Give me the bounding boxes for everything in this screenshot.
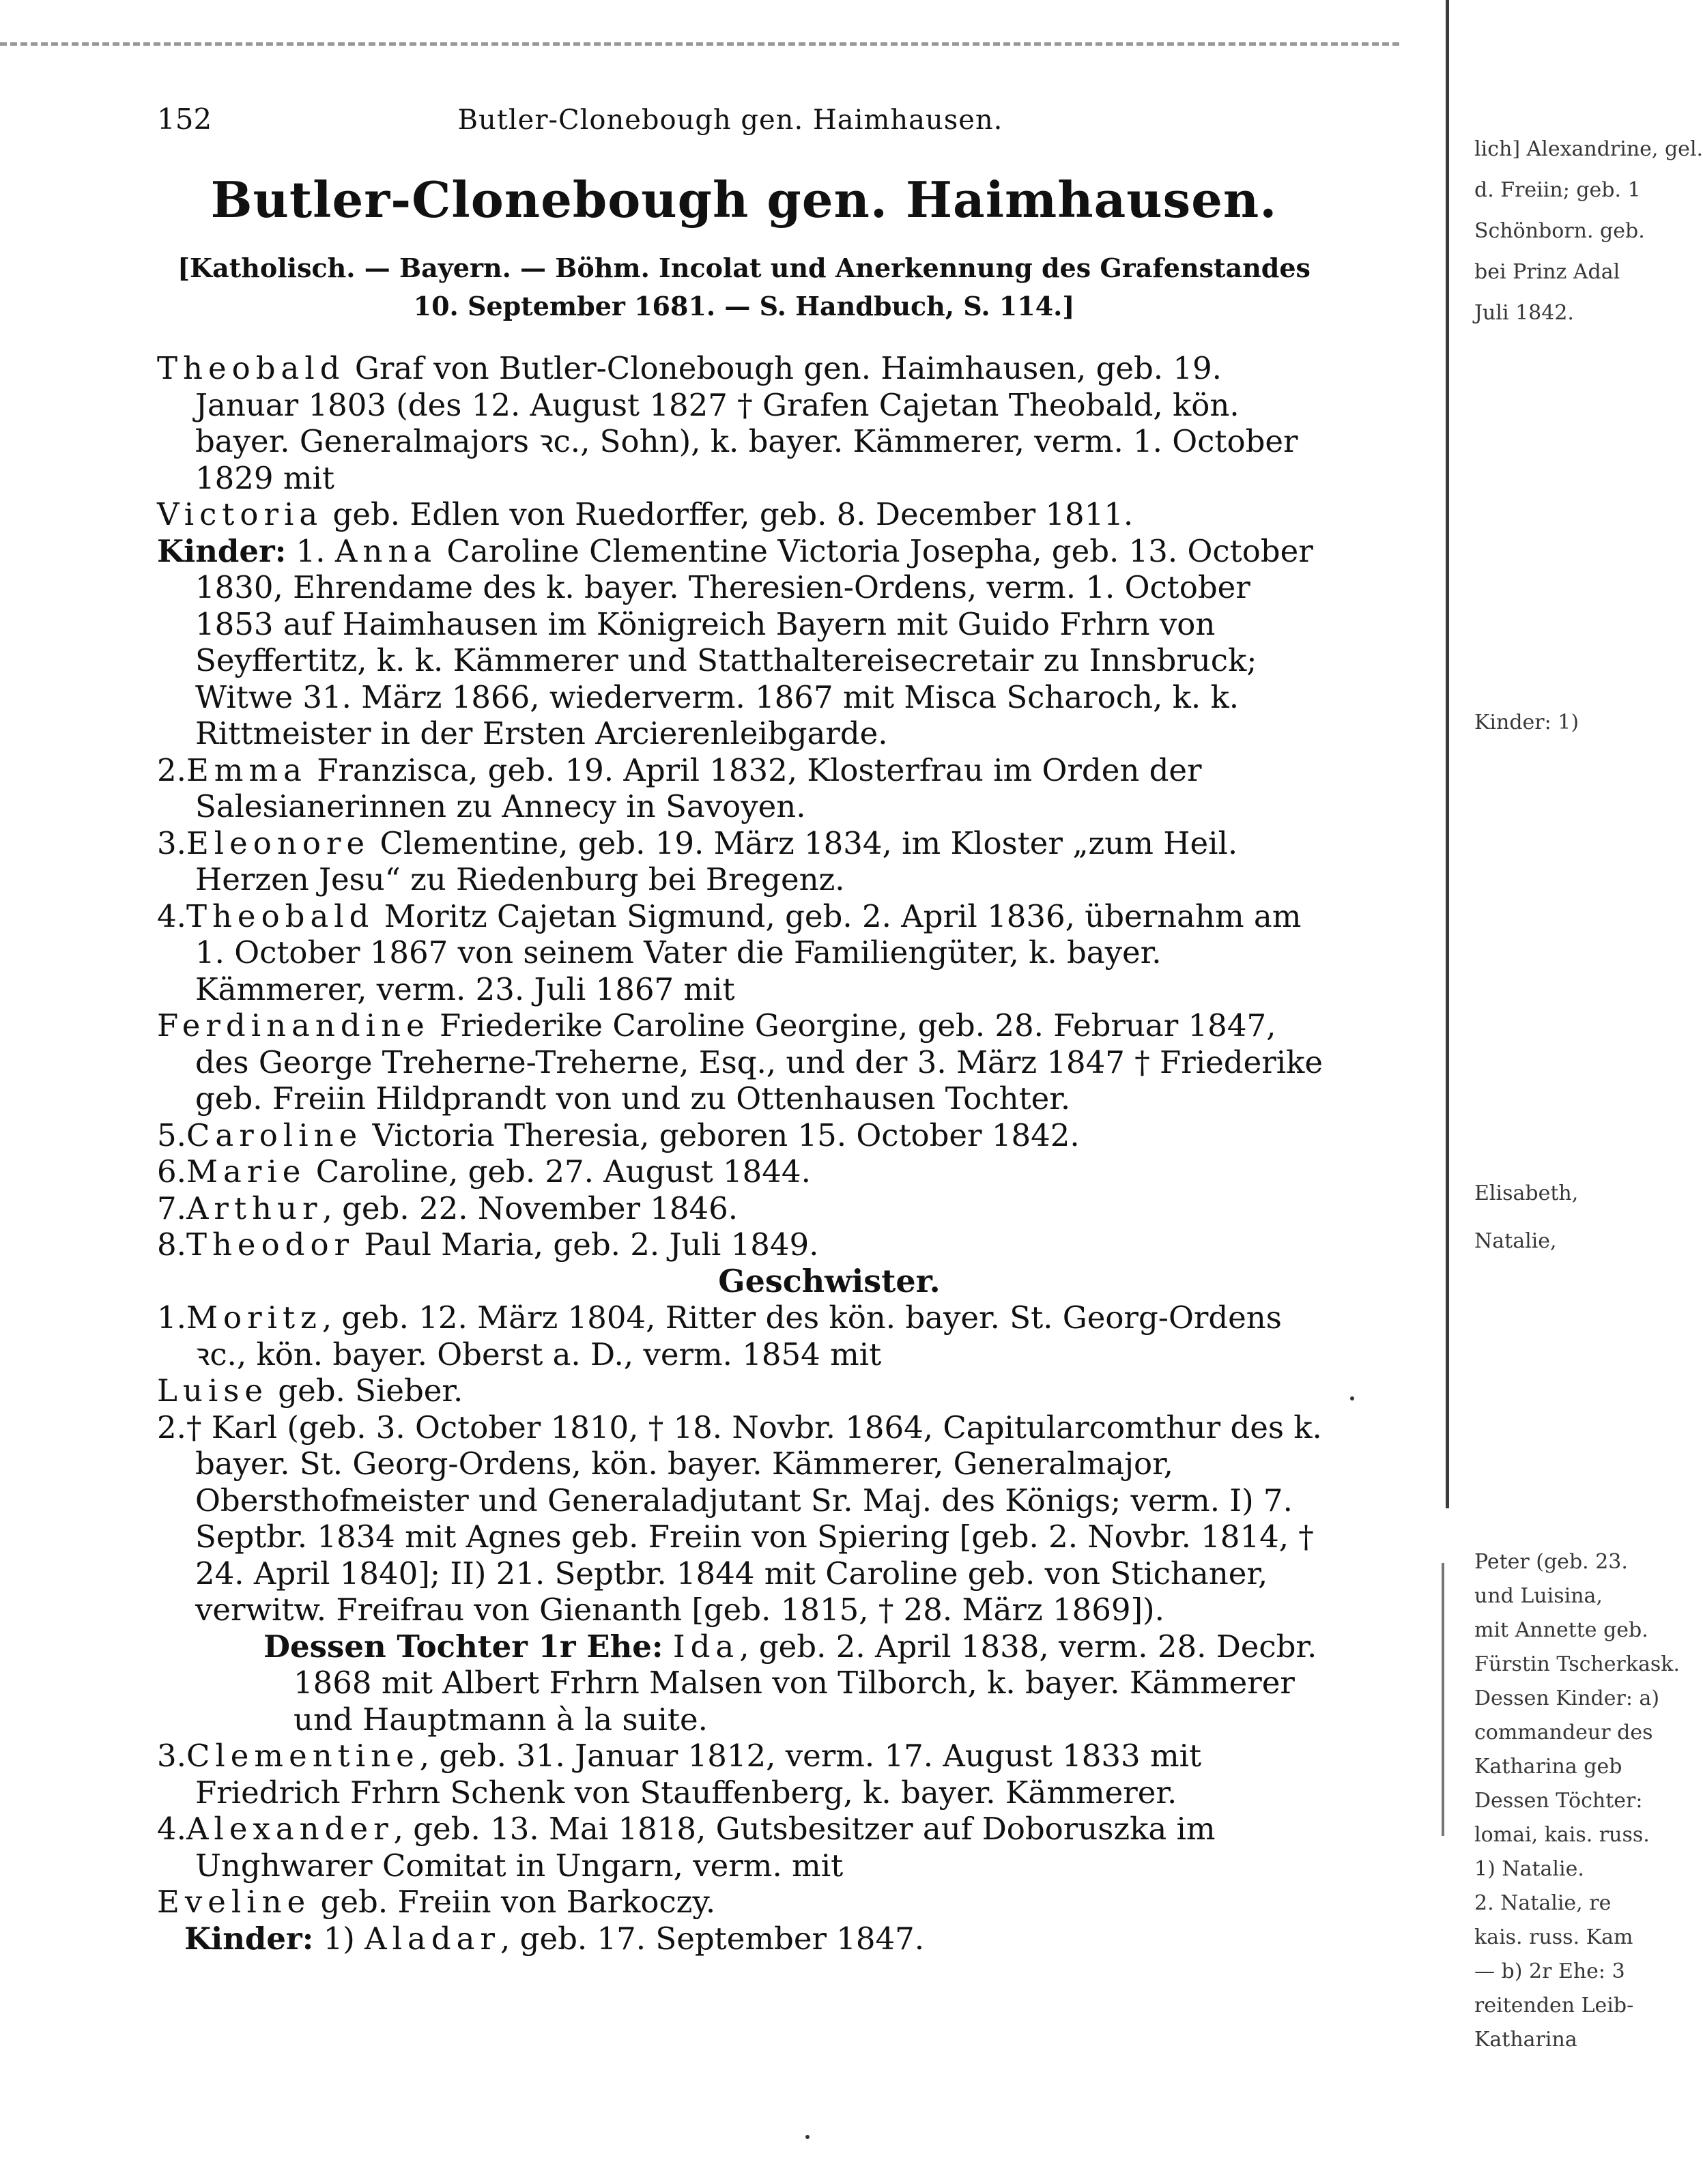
entry-number: 1. (157, 1299, 186, 1336)
article-title: Butler-Clonebough gen. Haimhausen. (210, 171, 1278, 229)
entry-name: Arthur (186, 1190, 323, 1226)
family-meta (157, 249, 1331, 326)
neighbor-page-line: d. Freiin; geb. 1 (1474, 178, 1641, 202)
entry-number: 4. (157, 897, 186, 934)
entry-number: 2. (157, 1409, 186, 1446)
entry-kinder (157, 533, 1331, 752)
neighbor-page-line: Dessen Kinder: a) (1474, 1686, 1660, 1710)
entry-text: Paul Maria, geb. 2. Juli 1849. (364, 1226, 819, 1263)
entry-name: Ida (672, 1628, 740, 1665)
page-header (157, 102, 1331, 164)
entry-name: Anna (334, 532, 438, 569)
entry-theobald-head (157, 350, 1331, 496)
entry-name: Moritz (186, 1299, 322, 1336)
entry-text: , geb. 2. April 1838, verm. 28. Decbr. 1868 mit Albert Frhrn Malsen von Tilborch, k. bayer. Kämmerer und Hauptmann à la suite. (294, 1628, 1317, 1738)
entry-number: 2. (157, 751, 186, 788)
entry-name: Eveline (157, 1884, 311, 1920)
entry-child-4 (157, 898, 1331, 1008)
entry-sibling-2 (157, 1409, 1331, 1628)
entry-text: , geb. 22. November 1846. (322, 1190, 739, 1226)
page-gutter-shadow (1446, 0, 1449, 1508)
entry-name: Alexander (186, 1811, 394, 1847)
neighbor-page-line: Katharina geb (1474, 1755, 1622, 1779)
neighbor-page-line: 1) Natalie. (1474, 1857, 1584, 1881)
entry-number: 1. (296, 532, 326, 569)
entry-name: Theobald (157, 350, 345, 386)
sibling-4-children (157, 1921, 1331, 1957)
neighbor-page-line: — b) 2r Ehe: 3 (1474, 1959, 1625, 1983)
entry-text: † Karl (geb. 3. October 1810, † 18. Novbr. 1864, Capitularcomthur des k. bayer. St. Georg-Ordens, kön. bayer. Kämmerer, Generalmajor, Obersthofmeister und Generaladjutant Sr. Maj. des Königs; verm. I) 7. Septbr. 1834 mit Agnes geb. Freiin von Spiering [geb. 2. Novbr. 1814, † 24. April 1840]; II) 21. Septbr. 1844 mit Caroline geb. von Stichaner, verwitw. Freifrau von Gienanth [geb. 1815, † 28. März 1869]). (186, 1409, 1322, 1628)
neighbor-page-line: und Luisina, (1474, 1584, 1603, 1608)
entry-name: Clementine (186, 1738, 420, 1774)
neighbor-page-line: Kinder: 1) (1474, 710, 1579, 734)
entry-text: Clementine, geb. 19. März 1834, im Kloster „zum Heil. Herzen Jesu“ zu Riedenburg bei Bregenz. (195, 824, 1238, 897)
meta-line-2: 10. September 1681. — S. Handbuch, S. 114.] (413, 291, 1075, 321)
entry-text: Graf von Butler-Clonebough gen. Haimhausen, geb. 19. Januar 1803 (des 12. August 1827 † Grafen Cajetan Theobald, kön. bayer. Generalmajors ꝛc., Sohn), k. bayer. Kämmerer, verm. 1. October 1829 mit (195, 350, 1298, 496)
entry-text: Victoria Theresia, geboren 15. October 1842. (372, 1117, 1080, 1153)
neighbor-page-line: Fürstin Tscherkask. (1474, 1652, 1680, 1676)
entry-number: 3. (157, 1738, 186, 1774)
entry-text: Franzisca, geb. 19. April 1832, Klosterfrau im Orden der Salesianerinnen zu Annecy in Savoyen. (195, 751, 1202, 824)
entry-child-6 (157, 1153, 1331, 1190)
meta-line-1: [Katholisch. — Bayern. — Böhm. Incolat und Anerkennung des Grafenstandes (177, 253, 1311, 283)
entry-child-8 (157, 1226, 1331, 1263)
neighbor-page-line: kais. russ. Kam (1474, 1925, 1633, 1949)
entry-text: Friederike Caroline Georgine, geb. 28. Februar 1847, des George Treherne-Treherne, Esq., und der 3. März 1847 † Friederike geb. Freiin Hildprandt von und zu Ottenhausen Tochter. (195, 1007, 1323, 1117)
entry-text: , geb. 17. September 1847. (500, 1920, 925, 1957)
entry-number: 1) (323, 1920, 355, 1957)
neighbor-page-line: Elisabeth, (1474, 1181, 1579, 1205)
entry-text: , geb. 13. Mai 1818, Gutsbesitzer auf Doboruszka im Unghwarer Comitat in Ungarn, verm. mit (195, 1811, 1216, 1884)
entry-name: Eleonore (186, 824, 371, 861)
entry-sibling-4 (157, 1811, 1331, 1884)
entry-sibling-3 (157, 1738, 1331, 1811)
entry-name: Ferdinandine (157, 1007, 430, 1044)
neighbor-page-line: Peter (geb. 23. (1474, 1550, 1628, 1574)
entry-label: Kinder: (157, 532, 287, 569)
entry-text: geb. Freiin von Barkoczy. (320, 1884, 716, 1920)
neighbor-page-line: reitenden Leib- (1474, 1994, 1634, 2017)
entry-luise (157, 1373, 1331, 1409)
entry-text: , geb. 12. März 1804, Ritter des kön. bayer. St. Georg-Ordens ꝛc., kön. bayer. Oberst a. D., verm. 1854 mit (195, 1299, 1282, 1373)
entry-child-2 (157, 752, 1331, 825)
entry-tochter (225, 1628, 1331, 1738)
entry-kinder-2 (184, 1921, 1331, 1957)
entry-text: Caroline Clementine Victoria Josepha, geb. 13. October 1830, Ehrendame des k. bayer. Theresien-Ordens, verm. 1. October 1853 auf Haimhausen im Königreich Bayern mit Guido Frhrn von Seyffertitz, k. k. Kämmerer und Statthaltereisecretair zu Innsbruck; Witwe 31. März 1866, wiederverm. 1867 mit Misca Scharoch, k. k. Rittmeister in der Ersten Arcierenleibgarde. (195, 532, 1313, 751)
neighbor-page-line: bei Prinz Adal (1474, 260, 1620, 284)
entry-name: Theodor (186, 1226, 355, 1263)
entry-name: Aladar (364, 1920, 501, 1957)
neighbor-page-line: lomai, kais. russ. (1474, 1823, 1650, 1847)
entry-child-7 (157, 1190, 1331, 1227)
entry-child-5 (157, 1117, 1331, 1154)
neighbor-page-line: Juli 1842. (1474, 301, 1574, 325)
entry-number: 7. (157, 1190, 186, 1226)
entry-number: 8. (157, 1226, 186, 1263)
neighbor-page-line: Schönborn. geb. (1474, 219, 1645, 243)
page-number: 152 (157, 102, 212, 136)
entry-name: Theobald (186, 897, 375, 934)
neighbor-page-line: 2. Natalie, re (1474, 1891, 1612, 1915)
sibling-2-children (157, 1628, 1331, 1738)
entry-text: Moritz Cajetan Sigmund, geb. 2. April 1836, übernahm am 1. October 1867 von seinem Vater die Familiengüter, k. bayer. Kämmerer, verm. 23. Juli 1867 mit (195, 897, 1302, 1007)
neighbor-page-line: mit Annette geb. (1474, 1618, 1648, 1642)
entry-name: Victoria (157, 496, 324, 532)
entry-name: Luise (157, 1373, 268, 1409)
document-page (157, 102, 1331, 1957)
entry-victoria (157, 496, 1331, 533)
entry-name: Marie (186, 1153, 306, 1190)
neighbor-page-line: Dessen Töchter: (1474, 1789, 1643, 1813)
running-head: Butler-Clonebough gen. Haimhausen. (457, 104, 1003, 136)
entry-number: 3. (157, 824, 186, 861)
scan-edge-top (0, 42, 1399, 46)
entry-sibling-1 (157, 1299, 1331, 1373)
neighbor-page-line: lich] Alexandrine, gel. (1474, 137, 1703, 161)
entry-name: Caroline (186, 1117, 363, 1153)
neighbor-page-line: Katharina (1474, 2028, 1577, 2052)
entry-number: 6. (157, 1153, 186, 1190)
entry-eveline (157, 1884, 1331, 1921)
section-heading-geschwister: Geschwister. (718, 1262, 941, 1299)
entry-text: Caroline, geb. 27. August 1844. (315, 1153, 811, 1190)
entry-child-3 (157, 825, 1331, 898)
entry-text: geb. Edlen von Ruedorffer, geb. 8. December 1811. (332, 496, 1134, 532)
scan-speck (1350, 1396, 1354, 1400)
entry-label: Dessen Tochter 1r Ehe: (263, 1628, 663, 1665)
neighbor-page-line: Natalie, (1474, 1229, 1557, 1253)
entry-name: Emma (186, 751, 307, 788)
entry-text: geb. Sieber. (278, 1373, 463, 1409)
entry-label: Kinder: (184, 1920, 314, 1957)
entry-text: , geb. 31. Januar 1812, verm. 17. August 1833 mit Friedrich Frhrn Schenk von Stauffenberg, k. bayer. Kämmerer. (195, 1738, 1202, 1811)
page-gutter-shadow-lower (1442, 1563, 1444, 1836)
entry-number: 5. (157, 1117, 186, 1153)
neighbor-page-line: commandeur des (1474, 1721, 1653, 1744)
scan-speck (805, 2135, 810, 2139)
entry-ferdinandine (157, 1007, 1331, 1117)
entry-number: 4. (157, 1811, 186, 1847)
